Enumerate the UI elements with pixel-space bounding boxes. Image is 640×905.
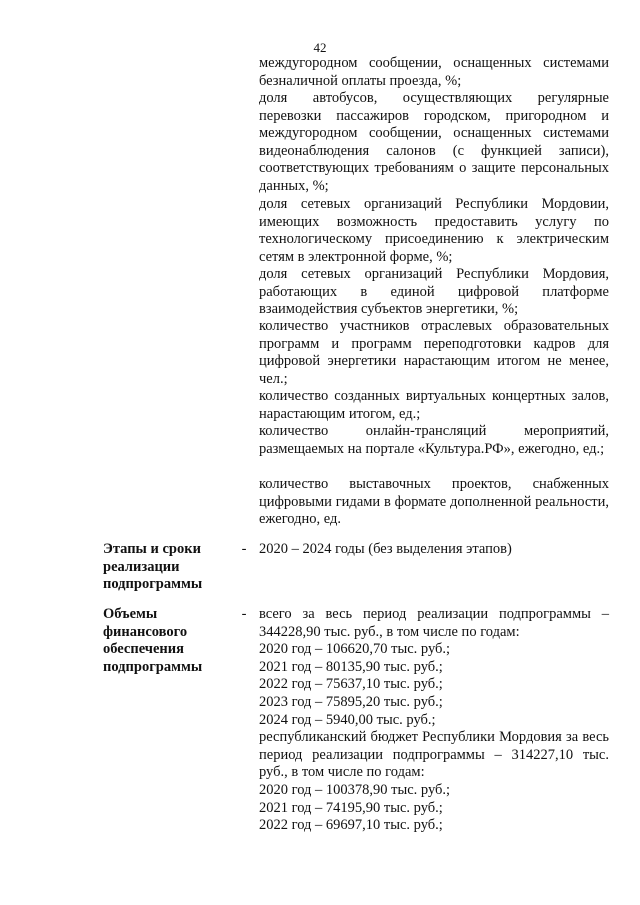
funding-value bbox=[259, 606, 609, 835]
funding-total-intro: всего за весь период реализации подпрограммы – 344228,90 тыс. руб., в том числе по годам: bbox=[259, 606, 609, 640]
funding-total-year: 2024 год – 5940,00 тыс. руб.; bbox=[259, 711, 436, 728]
funding-total-year: 2020 год – 106620,70 тыс. руб.; bbox=[259, 641, 451, 658]
stages-label: Этапы и сроки реализации подпрограммы bbox=[103, 541, 203, 593]
indicator-item: доля автобусов, осуществляющих регулярные перевозки пассажиров городском, пригородном и междугородном сообщении, оснащенных системами видеонаблюдения салонов (с функцией записи), соответствующих требованиям о защите персональных данных, %; bbox=[259, 90, 609, 194]
page-number: 42 bbox=[313, 40, 327, 55]
indicator-item: количество выставочных проектов, снабженных цифровыми гидами в формате дополненной реальности, ежегодно, ед. bbox=[259, 476, 609, 528]
stages-value: 2020 – 2024 годы (без выделения этапов) bbox=[259, 541, 512, 557]
indicator-item: доля сетевых организаций Республики Мордовия, работающих в единой цифровой платформе взаимодействия субъектов энергетики, %; bbox=[259, 266, 609, 318]
funding-total-year: 2023 год – 75895,20 тыс. руб.; bbox=[259, 693, 443, 710]
funding-dash: - bbox=[241, 606, 247, 622]
indicator-item: междугородном сообщении, оснащенных системами безналичной оплаты проезда, %; bbox=[259, 55, 609, 89]
funding-republic-intro: республиканский бюджет Республики Мордовия за весь период реализации подпрограммы – 314227,10 тыс. руб., в том числе по годам: bbox=[259, 729, 609, 781]
funding-republic-year: 2022 год – 69697,10 тыс. руб.; bbox=[259, 817, 443, 834]
indicator-item: количество участников отраслевых образовательных программ и программ переподготовки кадров для цифровой энергетики нарастающим итогом не менее, чел.; bbox=[259, 318, 609, 387]
indicator-item: доля сетевых организаций Республики Мордовии, имеющих возможность предоставить услугу по технологическому присоединению к электрическим сетям в электронной форме, %; bbox=[259, 196, 609, 265]
funding-republic-year: 2020 год – 100378,90 тыс. руб.; bbox=[259, 781, 451, 798]
indicator-item: количество созданных виртуальных концертных залов, нарастающим итогом, ед.; bbox=[259, 388, 609, 422]
stages-dash: - bbox=[241, 541, 247, 557]
indicator-item: количество онлайн-трансляций мероприятий, размещаемых на портале «Культура.РФ», ежегодно, ед.; bbox=[259, 423, 609, 457]
funding-total-year: 2022 год – 75637,10 тыс. руб.; bbox=[259, 676, 443, 693]
funding-label: Объемы финансового обеспечения подпрограммы bbox=[103, 606, 203, 675]
funding-republic-year: 2021 год – 74195,90 тыс. руб.; bbox=[259, 799, 443, 816]
funding-total-year: 2021 год – 80135,90 тыс. руб.; bbox=[259, 658, 443, 675]
